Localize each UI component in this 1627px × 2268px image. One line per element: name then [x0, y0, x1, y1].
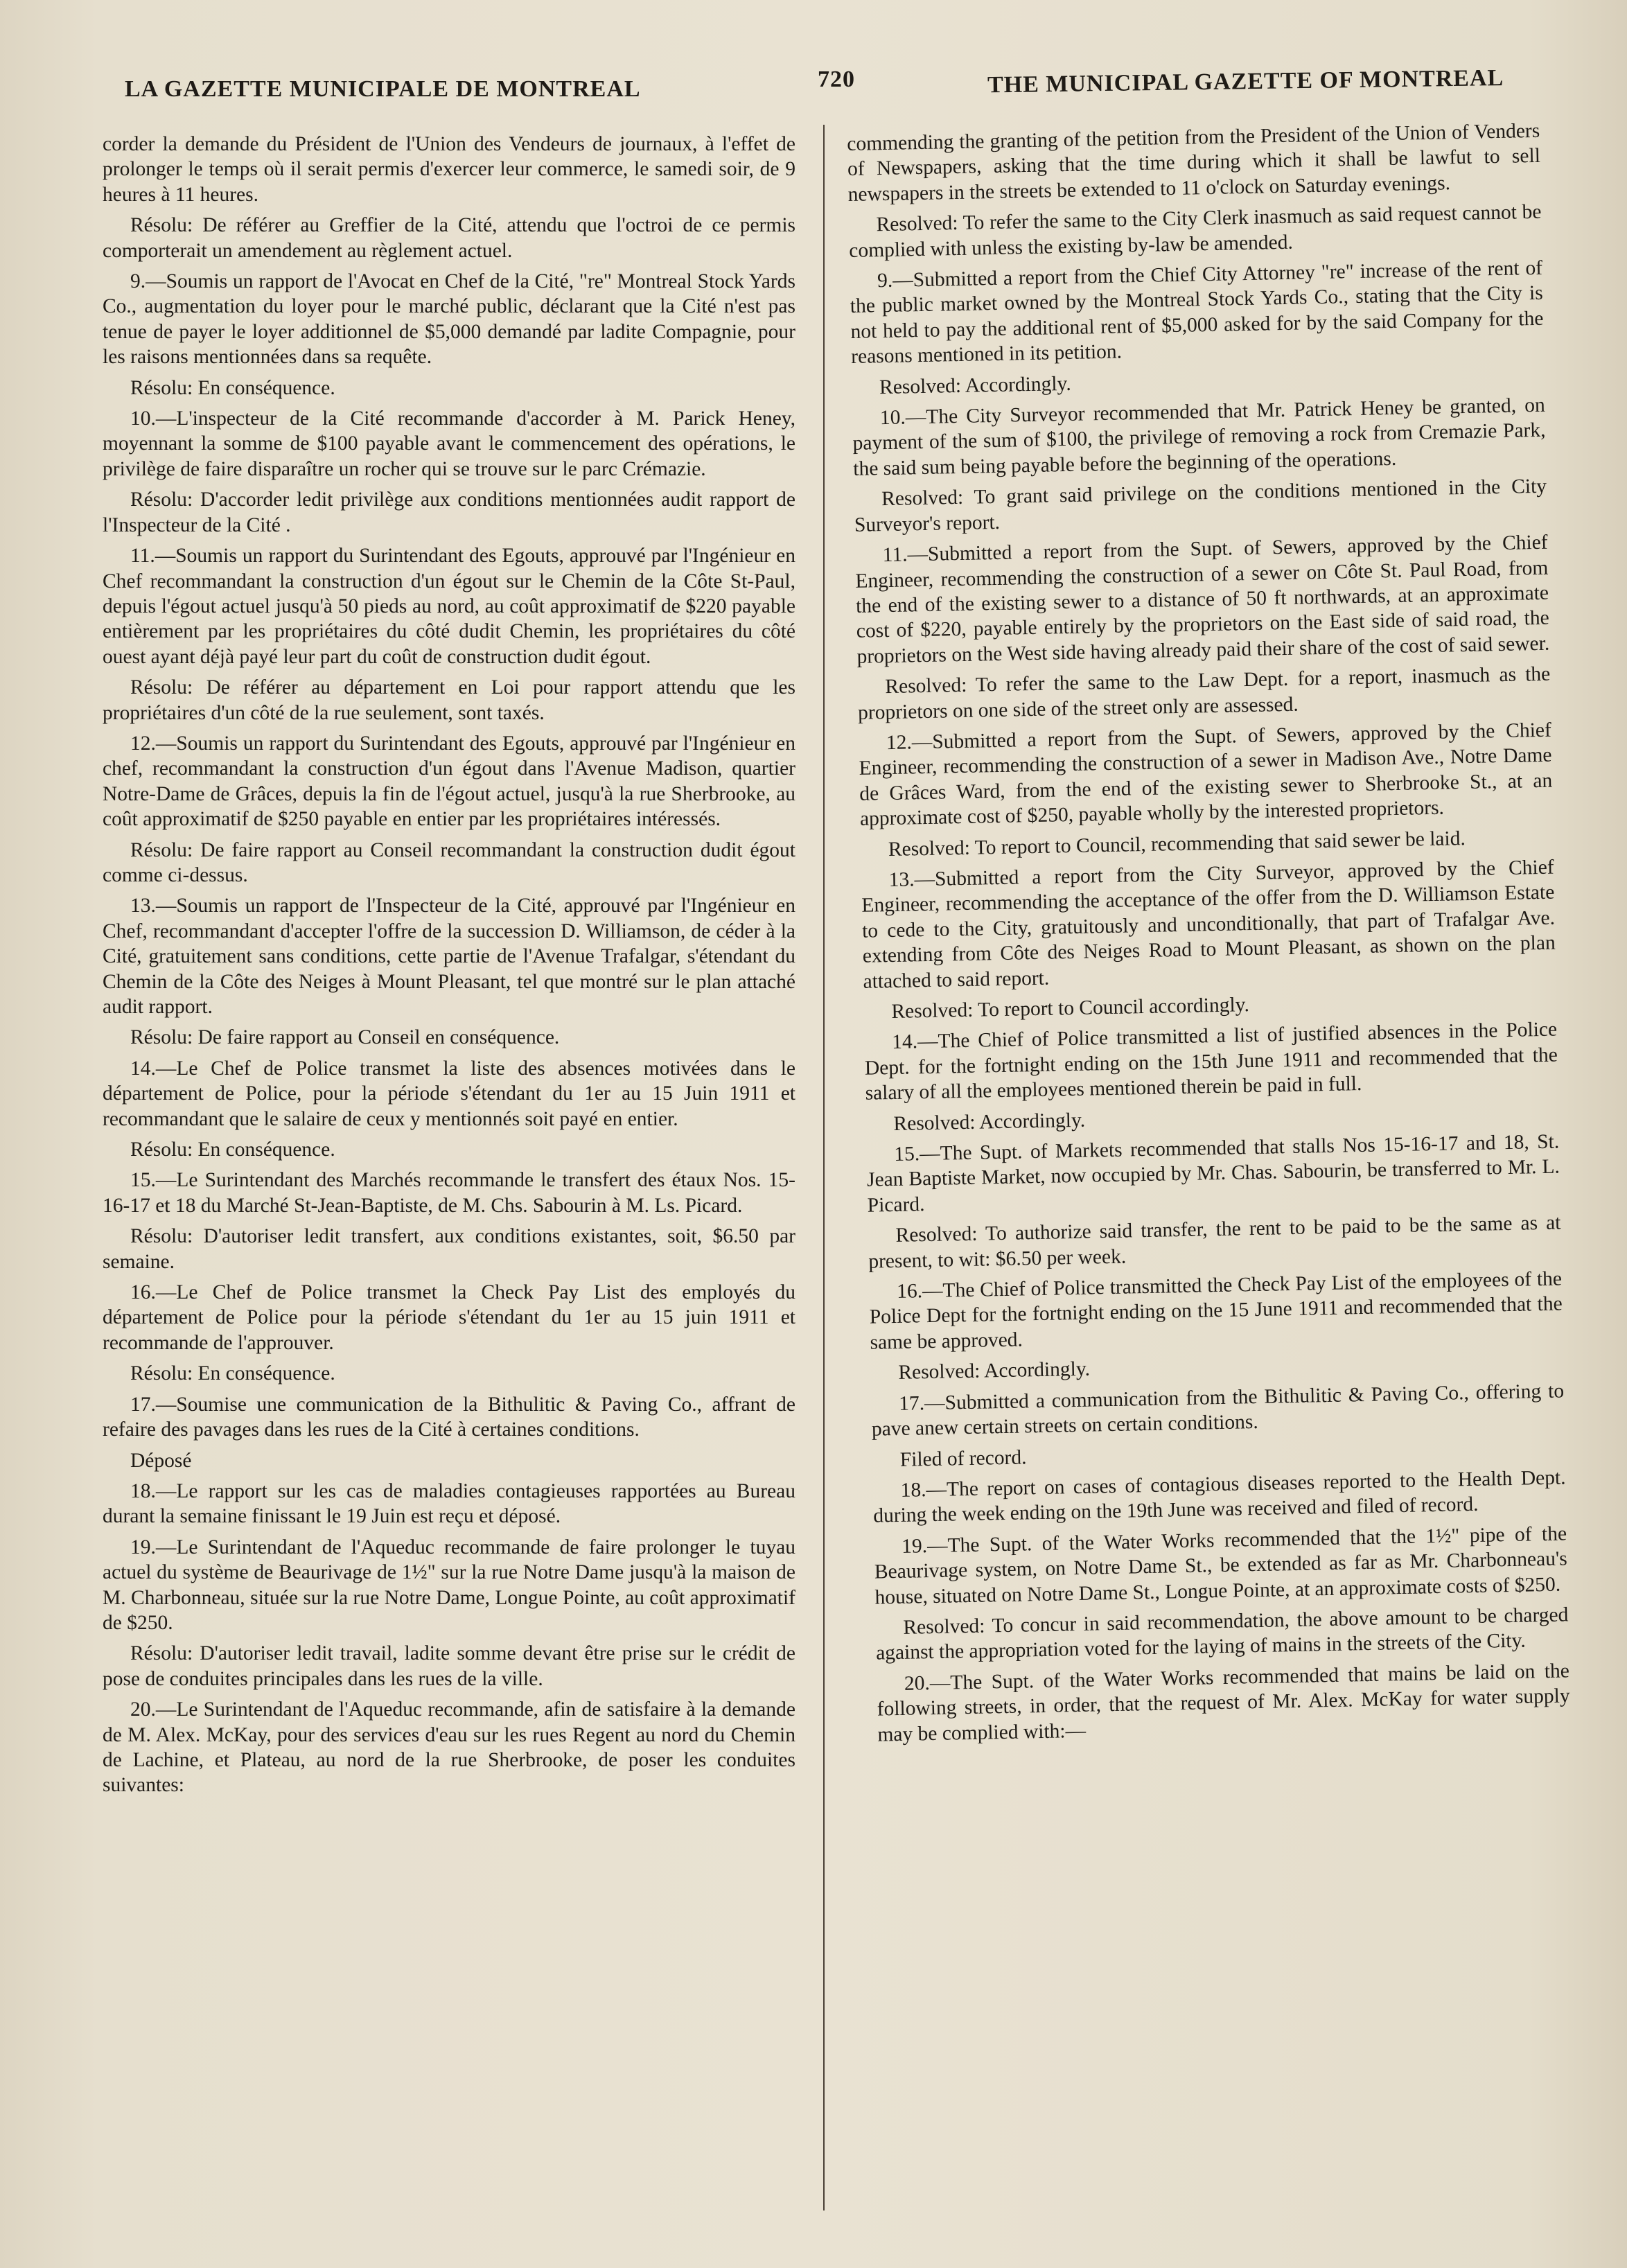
paragraph: 15.—The Supt. of Markets recommended that stalls Nos 15-16-17 and 18, St. Jean Baptiste Market, now occupied by Mr. Chas. Sabourin, be transferred to Mr. L. Picard. — [866, 1130, 1560, 1217]
paragraph: 10.—The City Surveyor recommended that Mr. Patrick Heney be granted, on payment of the sum of $100, the privilege of removing a rock from Cremazie Park, the said sum being payable before the beginning of the operations. — [852, 394, 1546, 480]
paragraph: Resolved: Accordingly. — [898, 1357, 1091, 1384]
paragraph: Résolu: De référer au Greffier de la Cité, attendu que l'octroi de ce permis comporterait un amendement au règlement actuel. — [103, 214, 795, 262]
paragraph: 19.—The Supt. of the Water Works recommended that the 1½" pipe of the Beaurivage system, on Notre Dame St., be extended as far as Mr. Charbonneau's house, situated on Notre Dame St., Longue Pointe, at an approximate costs of $250. — [874, 1522, 1568, 1609]
column-divider — [823, 125, 825, 2210]
paragraph: 16.—Le Chef de Police transmet la Check Pay List des employés du département de Police pour la période s'étendant du 1er au 15 juin 1911 et recommande de l'approuver. — [103, 1281, 795, 1354]
paragraph: 11.—Submitted a report from the Supt. of Sewers, approved by the Chief Engineer, recommending the construction of a sewer on Côte St. Paul Road, from the end of the existing sewer to a distance of 50 ft northwards, at an approximate cost of $220, payable entirely by the proprietors on the East side of said road, the proprietors on the West side having already paid their share of the cost of said sewer. — [855, 531, 1550, 668]
paragraph: 19.—Le Surintendant de l'Aqueduc recommande de faire prolonger le tuyau actuel du système de Beaurivage de 1½" sur la rue Notre Dame jusqu'à la maison de M. Charbonneau, située sur la rue Notre Dame, Longue Pointe, au coût approximatif de $250. — [103, 1536, 795, 1634]
paragraph: 16.—The Chief of Police transmitted the Check Pay List of the employees of the Police Dept for the fortnight ending on the 15 June 1911 and recommended that the same be approved. — [869, 1267, 1563, 1354]
paragraph: Resolved: To refer the same to the City Clerk inasmuch as said request cannot be complied with unless the existing by-law be amended. — [848, 200, 1542, 262]
paragraph: Résolu: De référer au département en Loi pour rapport attendu que les propriétaires d'un côté de la rue seulement, sont taxés. — [103, 676, 795, 724]
paragraph: Resolved: To report to Council, recommending that said sewer be laid. — [888, 827, 1466, 861]
paragraph: Resolved: To authorize said transfer, the rent to be paid to be the same as at present, to wit: $6.50 per week. — [868, 1211, 1561, 1273]
paragraph: 14.—The Chief of Police transmitted a list of justified absences in the Police Dept. for the fortnight ending on the 15th June 1911 and recommended that the salary of all the employees mentioned therein be paid in full. — [864, 1018, 1558, 1105]
paragraph: Resolved: To grant said privilege on the conditions mentioned in the City Surveyor's report. — [854, 475, 1547, 536]
paragraph: 14.—Le Chef de Police transmet la liste des absences motivées dans le département de Police, pour la période s'étendant du 1er au 15 Juin 1911 et recommandant que le salaire de ceux y mentionnés soit payé en entier. — [103, 1057, 795, 1130]
paragraph: Déposé — [130, 1449, 192, 1472]
paragraph: 20.—The Supt. of the Water Works recommended that mains be laid on the following streets, in order, that the request of Mr. Alex. McKay for water supply may be complied with:— — [877, 1660, 1570, 1746]
paragraph: Résolu: En conséquence. — [130, 1362, 335, 1385]
paragraph: 20.—Le Surintendant de l'Aqueduc recommande, afin de satisfaire à la demande de M. Alex. McKay, pour des services d'eau sur les rues Regent au nord du Chemin de Lachine, et Plateau, au nord de la rue Sherbrooke, de poser les conduites suivantes: — [103, 1698, 795, 1797]
paragraph: Résolu: D'autoriser ledit transfert, aux conditions existantes, soit, $6.50 par semaine. — [103, 1225, 795, 1273]
paragraph: 9.—Soumis un rapport de l'Avocat en Chef de la Cité, "re" Montreal Stock Yards Co., augmentation du loyer pour le marché public, déclarant que la Cité n'est pas tenue de payer le loyer additionnel de $5,000 demandé par ladite Compagnie, pour les raisons mentionnées dans sa requête. — [103, 270, 795, 369]
paragraph: corder la demande du Président de l'Union des Vendeurs de journaux, à l'effet de prolonger le temps où il serait permis d'exercer leur commerce, le samedi soir, de 9 heures à 11 heures. — [103, 133, 795, 206]
header-english-title: THE MUNICIPAL GAZETTE OF MONTREAL — [987, 65, 1504, 98]
paragraph: Resolved: Accordingly. — [879, 372, 1072, 398]
paragraph: 18.—Le rapport sur les cas de maladies contagieuses rapportées au Bureau durant la semaine finissant le 19 Juin est reçu et déposé. — [103, 1479, 795, 1528]
paragraph: Filed of record. — [899, 1445, 1027, 1471]
paragraph: 9.—Submitted a report from the Chief City Attorney "re" increase of the rent of the public market owned by the Montreal Stock Yards Co., stating that the City is not held to pay the additional rent of $5,000 asked for by the said Company for the reasons mentioned in its petition. — [850, 256, 1544, 369]
paragraph: Resolved: Accordingly. — [893, 1109, 1086, 1135]
paragraph: 15.—Le Surintendant des Marchés recommande le transfert des étaux Nos. 15-16-17 et 18 du Marché St-Jean-Baptiste, de M. Chs. Sabourin à M. Ls. Picard. — [103, 1169, 795, 1217]
paragraph: 12.—Soumis un rapport du Surintendant des Egouts, approuvé par l'Ingénieur en chef, recommandant la construction d'un égout dans l'Avenue Madison, quartier Notre-Dame de Grâces, depuis la fin de l'égout actuel, jusqu'à la rue Sherbrooke, au coût approximatif de $250 payable en entier par les propriétaires intéressés. — [103, 732, 795, 831]
paragraph: 12.—Submitted a report from the Supt. of Sewers, approved by the Chief Engineer, recommending the construction of a sewer in Madison Ave., Notre Dame de Grâces Ward, from the end of the existing sewer to Sherbrooke St., at an approximate cost of $250, payable wholly by the interested proprietors. — [859, 719, 1553, 830]
paragraph: commending the granting of the petition from the President of the Union of Venders of Newspapers, asking that the time during which it shall be lawfut to sell newspapers in the streets be extended to 11 o'clock on Saturday evenings. — [847, 119, 1541, 206]
page-header — [125, 61, 1504, 109]
paragraph: 11.—Soumis un rapport du Surintendant des Egouts, approuvé par l'Ingénieur en Chef recommandant la construction d'un égout sur le Chemin de la Côte St-Paul, depuis l'égout actuel jusqu'à 50 pieds au nord, au coût approximatif de $220 payable entièrement par les propriétaires du côté dudit Chemin, les propriétaires du côté ouest ayant déjà payé leur part du coût de construction dudit égout. — [103, 545, 795, 668]
paragraph: Résolu: D'autoriser ledit travail, ladite somme devant être prise sur le crédit de pose de conduites principales dans les rues de la ville. — [103, 1642, 795, 1690]
header-french-title: LA GAZETTE MUNICIPALE DE MONTREAL — [125, 76, 641, 102]
paragraph: Résolu: De faire rapport au Conseil recommandant la construction dudit égout comme ci-dessus. — [103, 838, 795, 886]
paragraph: 13.—Submitted a report from the City Surveyor, approved by the Chief Engineer, recommending the acceptance of the offer from the D. Williamson Estate to cede to the City, gratuitously and unconditionally, that part of Trafalgar Ave. extending from Côte des Neiges Road to Mount Pleasant, as shown on the plan attached to said report. — [861, 856, 1556, 993]
paragraph: Résolu: En conséquence. — [130, 376, 335, 399]
paragraph: 18.—The report on cases of contagious diseases reported to the Health Dept. during the week ending on the 19th June was received and filed of record. — [873, 1466, 1566, 1527]
paragraph: Resolved: To report to Council accordingly. — [891, 994, 1250, 1023]
french-column — [103, 132, 795, 1804]
paragraph: Résolu: D'accorder ledit privilège aux conditions mentionnées audit rapport de l'Inspecteur de la Cité . — [103, 489, 795, 536]
paragraph: Resolved: To refer the same to the Law Dept. for a report, inasmuch as the proprietors on one side of the street only are assessed. — [857, 662, 1551, 724]
paragraph: 13.—Soumis un rapport de l'Inspecteur de la Cité, approuvé par l'Ingénieur en Chef, recommandant d'accepter l'offre de la succession D. Williamson, de céder à la Cité, gratuitement sans conditions, cette partie de l'Avenue Trafalgar, s'étendant du Chemin de la Côte des Neiges à Mount Pleasant, tel que montré sur le plan attaché audit rapport. — [103, 895, 795, 1018]
paragraph: 10.—L'inspecteur de la Cité recommande d'accorder à M. Parick Heney, moyennant la somme de $100 payable avant le commencement des opérations, le privilège de faire disparaître un rocher qui se trouve sur le parc Crémazie. — [103, 407, 795, 480]
paragraph: Résolu: En conséquence. — [130, 1139, 335, 1161]
paragraph: 17.—Soumise une communication de la Bithulitic & Paving Co., affrant de refaire des pavages dans les rues de la Cité à certaines conditions. — [103, 1393, 795, 1441]
paragraph: Résolu: De faire rapport au Conseil en conséquence. — [130, 1026, 560, 1049]
paragraph: 17.—Submitted a communication from the Bithulitic & Paving Co., offering to pave anew certain streets on certain conditions. — [871, 1380, 1565, 1441]
english-column — [847, 118, 1571, 1753]
paragraph: Resolved: To concur in said recommendation, the above amount to be charged against the appropriation voted for the laying of mains in the streets of the City. — [875, 1603, 1569, 1664]
page-number: 720 — [818, 67, 855, 92]
